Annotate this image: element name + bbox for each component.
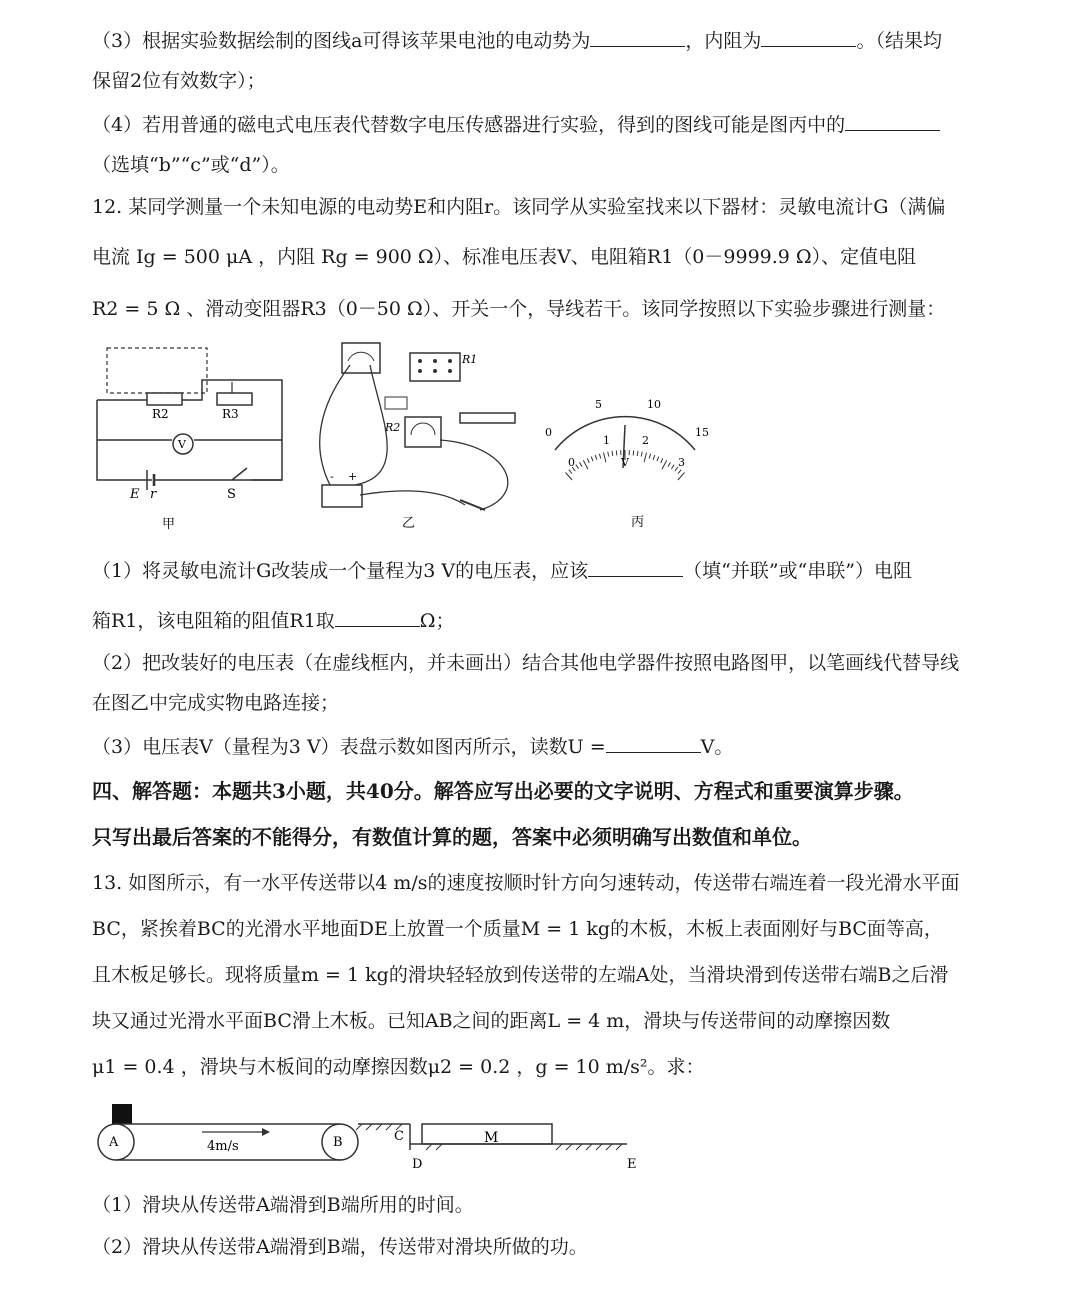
svg-text:D: D	[412, 1157, 423, 1172]
text-line: 电流 Ig = 500 μA ，内阻 Rg = 900 Ω）、标准电压表V、电阻箱R1（0－9999.9 Ω）、定值电阻	[92, 246, 917, 268]
answer-blank[interactable]	[845, 110, 940, 131]
svg-text:V: V	[178, 438, 186, 451]
answer-blank[interactable]	[590, 26, 685, 47]
svg-text:R1: R1	[462, 353, 478, 366]
circuit-diagram-jia	[92, 340, 292, 540]
answer-blank[interactable]	[335, 606, 420, 627]
voltmeter-dial-bing	[535, 390, 715, 540]
svg-text:2: 2	[642, 434, 649, 447]
text-line: R2 = 5 Ω 、滑动变阻器R3（0－50 Ω）、开关一个，导线若干。该同学按照以下实验步骤进行测量：	[92, 298, 946, 320]
sub3-line: （3）电压表V（量程为3 V）表盘示数如图丙所示，读数U = V。	[92, 732, 733, 760]
svg-text:B: B	[333, 1135, 343, 1150]
svg-text:-: -	[330, 470, 334, 483]
svg-text:0: 0	[545, 426, 552, 439]
text-line: 且木板足够长。现将质量m = 1 kg的滑块轻轻放到传送带的左端A处，当滑块滑到传送带右端B之后滑	[92, 964, 949, 986]
svg-text:3: 3	[678, 456, 685, 469]
svg-text:R3: R3	[222, 407, 239, 421]
sub-question: （2）滑块从传送带A端滑到B端，传送带对滑块所做的功。	[92, 1236, 588, 1258]
q4-line: （4）若用普通的磁电式电压表代替数字电压传感器进行实验，得到的图线可能是图丙中的	[92, 110, 940, 138]
sub1-line-2: 箱R1，该电阻箱的阻值R1取 Ω；	[92, 606, 455, 634]
answer-blank[interactable]	[588, 556, 683, 577]
svg-text:M: M	[484, 1130, 499, 1146]
svg-text:乙: 乙	[402, 516, 416, 531]
q13-line: 13. 如图所示，有一水平传送带以4 m/s的速度按顺时针方向匀速转动，传送带右端连着一段光滑水平面	[92, 872, 960, 894]
svg-text:E: E	[627, 1157, 637, 1172]
section-heading: 只写出最后答案的不能得分，有数值计算的题，答案中必须明确写出数值和单位。	[92, 825, 812, 849]
svg-text:S: S	[227, 487, 236, 502]
svg-text:C: C	[394, 1129, 404, 1144]
text-line: 保留2位有效数字）；	[92, 70, 266, 92]
text-line: μ1 = 0.4 ，滑块与木板间的动摩擦因数μ2 = 0.2 ，g = 10 m/s²。求：	[92, 1056, 705, 1078]
text-line: 块又通过光滑水平面BC滑上木板。已知AB之间的距离L = 4 m，滑块与传送带间的动摩擦因数	[92, 1010, 891, 1032]
svg-text:R2: R2	[385, 421, 401, 434]
svg-text:10: 10	[647, 398, 661, 411]
svg-text:0: 0	[568, 456, 575, 469]
svg-text:V: V	[621, 456, 629, 469]
answer-blank[interactable]	[761, 26, 856, 47]
sub-question: （1）滑块从传送带A端滑到B端所用的时间。	[92, 1194, 474, 1216]
q12-line: 12. 某同学测量一个未知电源的电动势E和内阻r。该同学从实验室找来以下器材：灵敏电流计G（满偏	[92, 196, 946, 218]
svg-text:丙: 丙	[631, 515, 645, 530]
svg-text:A: A	[109, 1135, 119, 1150]
physical-circuit-yi	[310, 335, 530, 540]
svg-text:R2: R2	[152, 407, 169, 421]
svg-text:15: 15	[695, 426, 709, 439]
svg-text:+: +	[348, 470, 358, 483]
conveyor-diagram	[92, 1098, 652, 1178]
svg-text:r: r	[150, 487, 157, 502]
section-heading: 四、解答题：本题共3小题，共40分。解答应写出必要的文字说明、方程式和重要演算步骤。	[92, 779, 914, 803]
sub1-line: （1）将灵敏电流计G改装成一个量程为3 V的电压表，应该 （填“并联”或“串联”）电阻	[92, 556, 912, 584]
svg-text:1: 1	[603, 434, 610, 447]
svg-text:E: E	[130, 487, 140, 502]
svg-text:甲: 甲	[162, 517, 176, 532]
answer-blank[interactable]	[606, 732, 701, 753]
q3-line: （3）根据实验数据绘制的图线a可得该苹果电池的电动势为 ，内阻为 。（结果均	[92, 26, 942, 54]
text-line: BC，紧挨着BC的光滑水平地面DE上放置一个质量M = 1 kg的木板，木板上表面刚好与BC面等高，	[92, 918, 943, 940]
svg-text:5: 5	[595, 398, 602, 411]
text-line: （选填“b”“c”或“d”）。	[92, 154, 290, 176]
text-line: 在图乙中完成实物电路连接；	[92, 692, 340, 714]
text-line: （2）把改装好的电压表（在虚线框内，并未画出）结合其他电学器件按照电路图甲，以笔画线代替导线	[92, 652, 960, 674]
svg-text:4m/s: 4m/s	[207, 1139, 239, 1154]
